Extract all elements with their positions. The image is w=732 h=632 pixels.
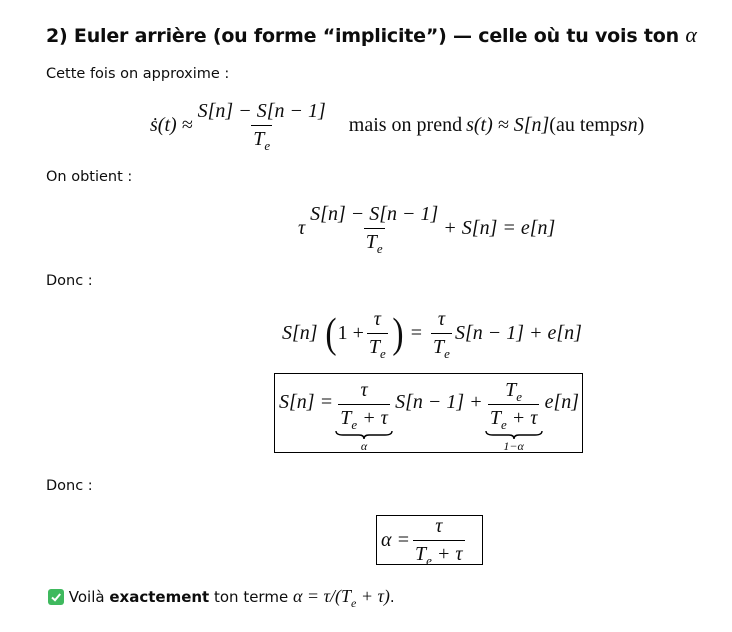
eq4-end: e[n] <box>544 391 580 413</box>
right-paren: ) <box>392 310 404 357</box>
paragraph-donc-2: Donc : <box>46 478 93 494</box>
alpha-label: α <box>360 439 368 453</box>
left-paren: ( <box>324 310 337 357</box>
equation-derivative-approx <box>150 100 644 151</box>
conclusion-middle: ton terme <box>209 588 293 606</box>
eq1-denominator: $T_e$ <box>251 125 272 151</box>
eq1-rhs: s(t) ≈ S[n] <box>466 114 550 136</box>
eq1-text-end: (au temps <box>549 114 628 136</box>
one-minus-alpha-label: 1−α <box>503 439 524 453</box>
eq1-n: n <box>627 114 638 136</box>
eq1-numerator: S[n] − S[n − 1] <box>197 100 326 122</box>
conclusion-bold: exactement <box>109 588 210 606</box>
eq4-fraction-alpha: $\frac{\tau}{T_e + \tau}$ <box>340 379 388 432</box>
eq2-rest: + S[n] = e[n] <box>443 217 556 239</box>
eq3-one-plus: 1 + <box>337 322 364 344</box>
conclusion-period: . <box>389 588 395 606</box>
eq4-fraction-one-minus-alpha: $\frac{T_e}{T_e + \tau}$ <box>489 379 538 432</box>
equation-factored <box>282 308 582 359</box>
eq2-numerator: S[n] − S[n − 1] <box>310 203 439 225</box>
conclusion-prefix: Voilà <box>68 588 110 606</box>
heading-alpha: α <box>685 22 697 47</box>
eq3-equals: = <box>410 322 423 344</box>
eq2-denominator: $T_e$ <box>364 228 385 254</box>
eq4-mid: S[n − 1] + <box>395 391 483 413</box>
heading-text: 2) Euler arrière (ou forme “implicite”) — celle où tu vois ton <box>46 25 686 47</box>
eq1-text-mid: mais on prend <box>348 114 463 136</box>
eq3-fraction-2: $\frac{\tau}{T_e}$ <box>433 308 450 361</box>
conclusion-line <box>48 586 395 610</box>
paragraph-intro: Cette fois on approxime : <box>46 66 230 82</box>
one-minus-alpha-underbrace-group <box>485 379 543 453</box>
eq3-lhs: S[n] <box>282 322 318 344</box>
boxed-alpha-definition <box>376 514 483 568</box>
paragraph-donc-1: Donc : <box>46 273 93 289</box>
conclusion-math: $\alpha = \tau/(T_e + \tau)$ <box>292 586 390 610</box>
equation-discrete <box>298 203 555 254</box>
alpha-underbrace-group <box>335 379 393 453</box>
eq5-lhs: α = <box>381 528 410 551</box>
paragraph-obtain: On obtient : <box>46 169 133 185</box>
check-mark-icon <box>48 589 64 605</box>
eq3-rest: S[n − 1] + e[n] <box>454 322 582 344</box>
eq2-fraction <box>308 203 440 254</box>
eq3-fraction-1: $\frac{\tau}{T_e}$ <box>368 308 386 361</box>
eq4-lhs: S[n] = <box>279 391 334 413</box>
section-heading <box>46 22 697 48</box>
eq5-fraction: $\frac{\tau}{T_e + \tau}$ <box>415 514 463 568</box>
eq1-fraction <box>196 100 328 151</box>
eq1-close: ) <box>637 114 645 136</box>
boxed-recurrence-equation <box>274 373 583 453</box>
eq1-lhs: ṡ(t) ≈ <box>150 114 193 136</box>
eq2-tau: τ <box>298 217 306 239</box>
